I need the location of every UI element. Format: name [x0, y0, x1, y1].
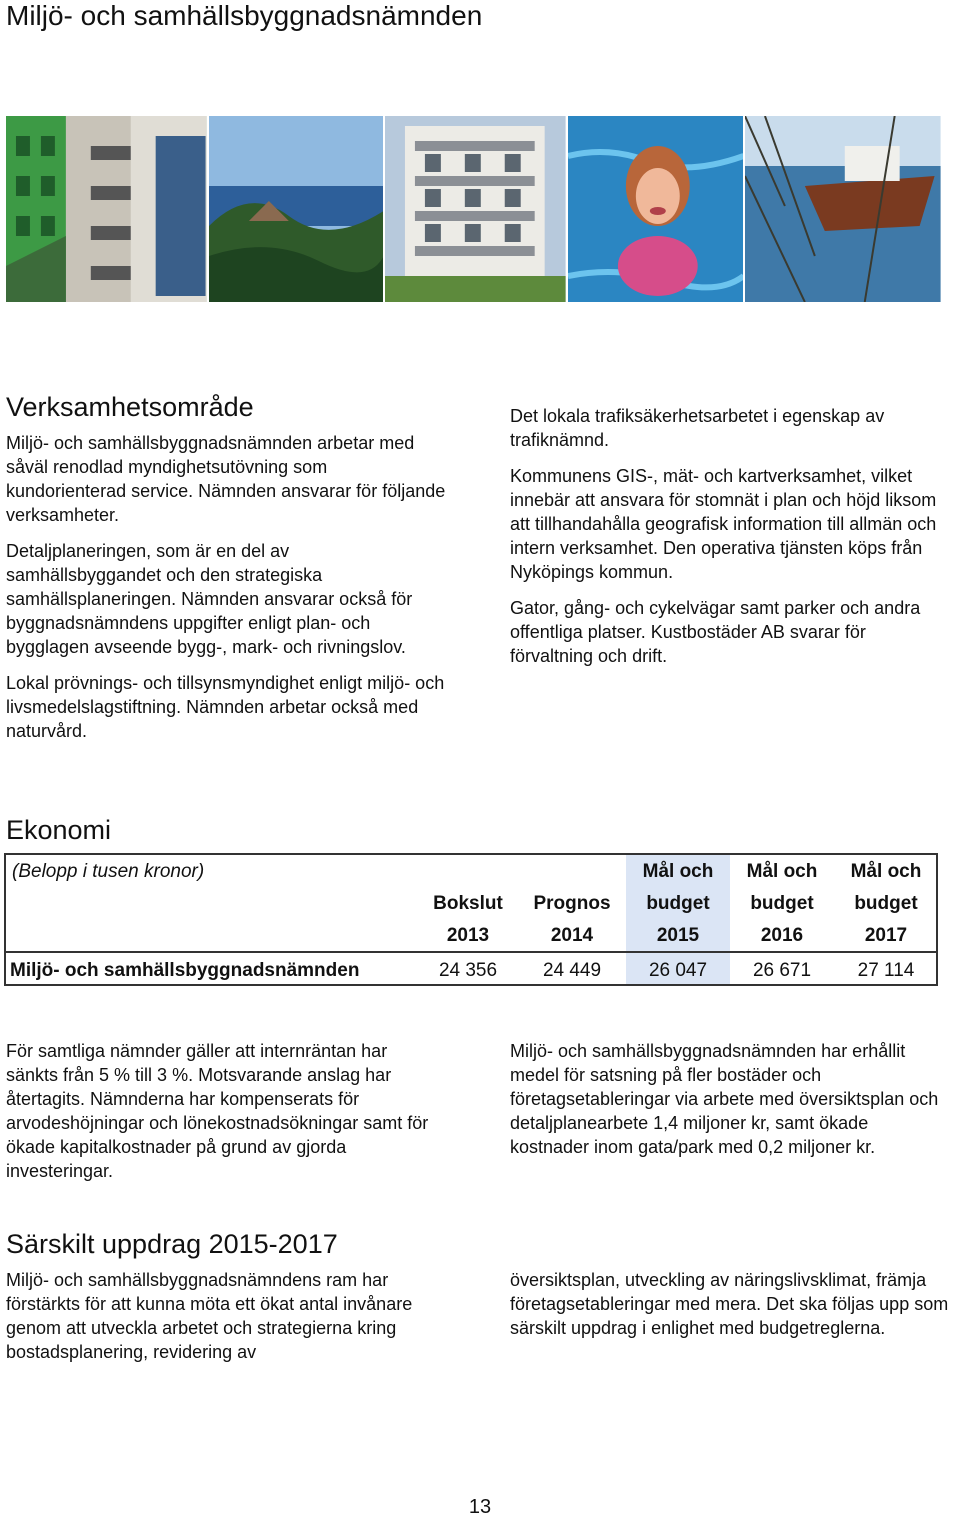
sarskilt-heading: Särskilt uppdrag 2015-2017 [6, 1229, 338, 1259]
column-header-year: 2014 [550, 925, 594, 946]
table-cell: 24 356 [438, 960, 498, 981]
column-header-line2: budget [646, 893, 710, 914]
page-title: Miljö- och samhällsbyggnadsnämnden [6, 0, 483, 31]
table-cell: 26 047 [648, 960, 708, 981]
verksamhet-paragraph: Kommunens GIS-, mät- och kartverksamhet, vilket innebär att ansvara för stomnät i plan och höjd liksom att tillhandahålla geografisk information till allmän och intern verksamhet. Den operativa tjänsten köps från Nyköpings kommun. [510, 466, 937, 582]
verksamhet-paragraph: Detaljplaneringen, som är en del av samhällsbyggandet och den strategiska samhällsplaneringen. Nämnden ansvarar också för byggnadsnämndens uppgifter enligt plan- och bygglagen avseende bygg-, mark- och rivningslov. [6, 541, 413, 657]
photo-girl-swimming [568, 116, 744, 302]
column-header-year: 2013 [446, 925, 490, 946]
column-header-line2: budget [854, 893, 918, 914]
column-header-line2: budget [750, 893, 814, 914]
budget-table [4, 853, 938, 986]
ekonomi-heading: Ekonomi [6, 815, 112, 845]
row-divider [6, 951, 936, 953]
table-cell: 24 449 [542, 960, 602, 981]
column-header-line1: Mål och [850, 861, 922, 882]
column-header-year: 2016 [760, 925, 804, 946]
page-number: 13 [468, 1496, 492, 1518]
verksamhet-left-column [6, 431, 446, 743]
column-header-year: 2015 [656, 925, 700, 946]
verksamhet-paragraph: Gator, gång- och cykelvägar samt parker och andra offentliga platser. Kustbostäder AB svarar för förvaltning och drift. [510, 598, 921, 666]
photo-coastal-landscape [209, 116, 384, 302]
photo-boat-harbor [745, 116, 941, 302]
column-header-line2: Bokslut [433, 893, 503, 914]
column-header-year: 2017 [864, 925, 908, 946]
column-header-line1: Mål och [642, 861, 714, 882]
table-cell: 27 114 [857, 960, 915, 981]
verksamhet-paragraph: Miljö- och samhällsbyggnadsnämnden arbetar med såväl renodlad myndighetsutövning som kundorienterad service. Nämnden ansvarar för följande verksamheter. [6, 433, 446, 525]
verksamhet-right-column [510, 404, 950, 668]
column-header-line2: Prognos [533, 893, 611, 914]
table-cell: 26 671 [752, 960, 812, 981]
verksamhet-paragraph: Lokal prövnings- och tillsynsmyndighet enligt miljö- och livsmedelslagstiftning. Nämnden arbetar också med naturvård. [6, 673, 445, 741]
photo-apartment-building [385, 116, 566, 302]
photo-apartment-balconies [6, 116, 207, 302]
table-caption: (Belopp i tusen kronor) [12, 861, 205, 882]
row-label: Miljö- och samhällsbyggnadsnämnden [10, 960, 360, 981]
sarskilt-left-paragraph: Miljö- och samhällsbyggnadsnämndens ram har förstärkts för att kunna möta ett ökat antal invånare genom att utveckla arbetet och strategierna kring bostadsplanering, revidering av [6, 1270, 413, 1362]
sarskilt-right-paragraph: översiktsplan, utveckling av näringslivsklimat, främja företagsetableringar med mera. Det ska följas upp som särskilt uppdrag i enlighet med budgetreglerna. [510, 1270, 949, 1338]
verksamhet-heading: Verksamhetsområde [6, 392, 254, 422]
verksamhet-paragraph: Det lokala trafiksäkerhetsarbetet i egenskap av trafiknämnd. [510, 406, 885, 450]
ekonomi-right-paragraph: Miljö- och samhällsbyggnadsnämnden har erhållit medel för satsning på fler bostäder och företagsetableringar via arbete med översiktsplan och detaljplanearbete 1,4 miljoner kr, samt ökade kostnader inom gata/park med 0,2 miljoner kr. [510, 1041, 939, 1157]
column-header-line1: Mål och [746, 861, 818, 882]
photo-strip [6, 116, 941, 302]
ekonomi-left-paragraph: För samtliga nämnder gäller att internräntan har sänkts från 5 % till 3 %. Motsvarande anslag har återtagits. Nämnderna har kompenserats för arvodeshöjningar och lönekostnadsökningar samt för ökade kapitalkostnader på grund av gjorda investeringar. [6, 1041, 429, 1181]
